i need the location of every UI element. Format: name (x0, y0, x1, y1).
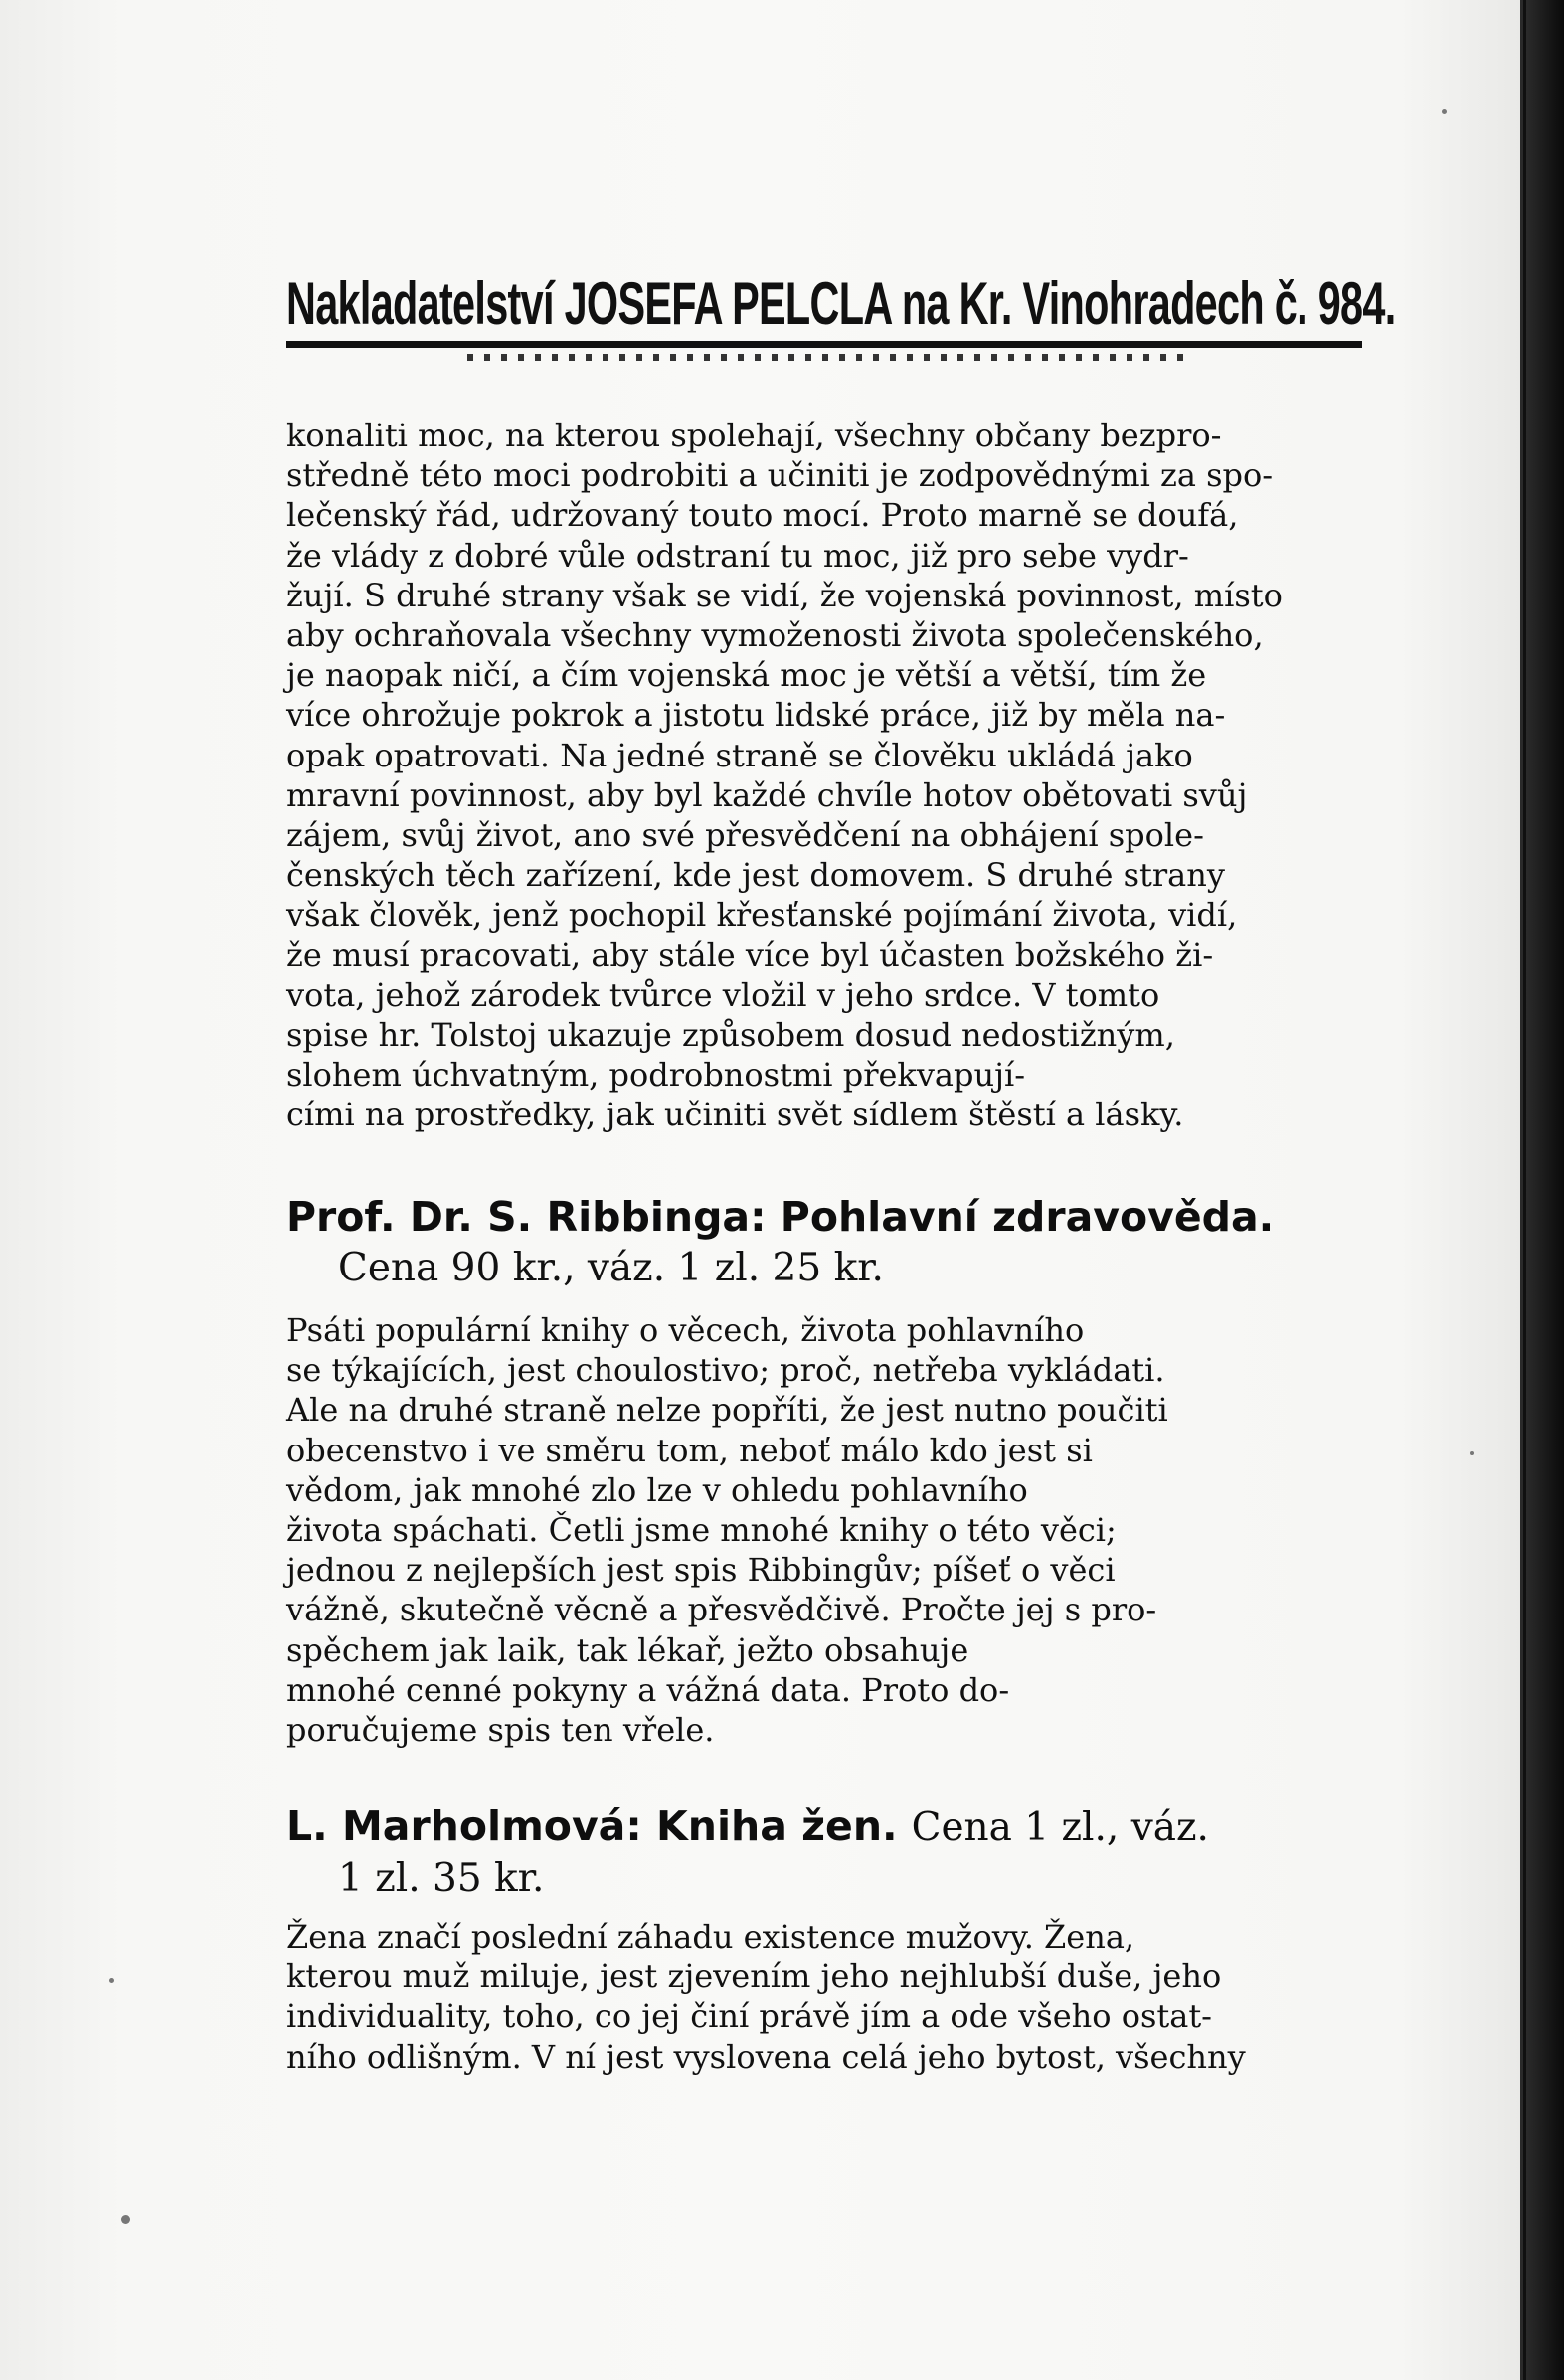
book-title-pohlavni-zdravoveda: Prof. Dr. S. Ribbinga: Pohlavní zdravověda. (286, 1193, 1275, 1241)
book-price-kniha-zen: 1 zl. 35 kr. (338, 1856, 545, 1901)
paper-speck (1470, 1451, 1474, 1455)
paper-speck (121, 2215, 130, 2224)
header-rule (286, 341, 1362, 348)
book-title-kniha-zen: L. Marholmová: Kniha žen. (286, 1802, 898, 1850)
book-price-pohlavni-zdravoveda: Cena 90 kr., váz. 1 zl. 25 kr. (338, 1246, 884, 1290)
page-shadow-edge (1526, 0, 1564, 2380)
header-dotted-rule (467, 354, 1183, 361)
book-heading-kniha-zen (286, 1800, 1209, 1854)
tolstoj-description-paragraph: konaliti moc, na kterou spolehají, všechny občany bezpro- středně této moci podrobiti a učiniti je zodpovědnými za spo- lečenský řád, udržovaný touto mocí. Proto marně se doufá, že vlády z dobré vůle odstraní tu moc, již pro sebe vydr- žují. S druhé strany však se vidí, že vojenská povinnost, místo aby ochraňovala všechny vymoženosti života společenského, je naopak ničí, a čím vojenská moc je větší a větší, tím že více ohrožuje pokrok a jistotu lidské práce, již by měla na- opak opatrovati. Na jedné straně se člověku ukládá jako mravní povinnost, aby byl každé chvíle hotov obětovati svůj zájem, svůj život, ano své přesvědčení na obhájení spole- čenských těch zařízení, kde jest domovem. S druhé strany však člověk, jenž pochopil křesťanské pojímání života, vidí, že musí pracovati, aby stále více byl účasten božského ži- vota, jehož zárodek tvůrce vložil v jeho srdce. V tomto spise hr. Tolstoj ukazuje způsobem dosud nedostižným, slohem úchvatným, podrobnostmi překvapují- cími na prostředky, jak učiniti svět sídlem štěstí a lásky. (286, 417, 1283, 1134)
pohlavni-zdravoveda-description: Psáti populární knihy o věcech, života pohlavního se týkajících, jest choulostivo; proč, netřeba vykládati. Ale na druhé straně nelze popříti, že jest nutno poučiti obecenstvo i ve směru tom, neboť málo kdo jest si vědom, jak mnohé zlo lze v ohledu pohlavního života spáchati. Četli jsme mnohé knihy o této věci; jednou z nejlepších jest spis Ribbingův; píšeť o věci vážně, skutečně věcně a přesvědčivě. Pročte jej s pro- spěchem jak laik, tak lékař, ježto obsahuje mnohé cenné pokyny a vážná data. Proto do- poručujeme spis ten vřele. (286, 1311, 1168, 1750)
kniha-zen-description: Žena značí poslední záhadu existence mužovy. Žena, kterou muž miluje, jest zjevením jeho nejhlubší duše, jeho individuality, toho, co jej činí právě jím a ode všeho ostat- ního odlišným. V ní jest vyslovena celá jeho bytost, všechny (286, 1918, 1246, 2076)
paper-speck (109, 1978, 114, 1983)
publisher-header: Nakladatelství JOSEFA PELCLA na Kr. Vinohradech č. 984. (286, 270, 1396, 337)
paper-speck (1442, 109, 1447, 114)
book-price-inline-kniha-zen: Cena 1 zl., váz. (911, 1805, 1209, 1850)
